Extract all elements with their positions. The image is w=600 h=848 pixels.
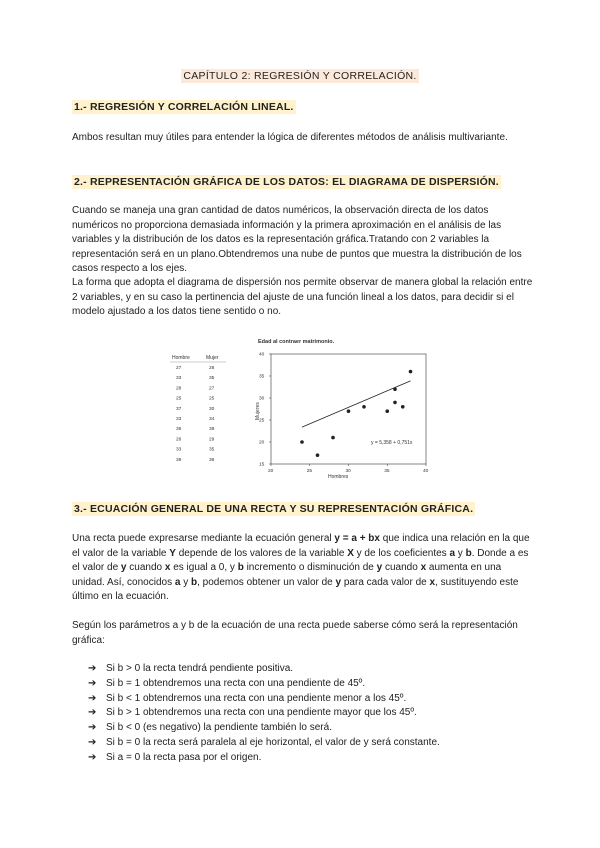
table-cell-hombre: 39 — [176, 457, 182, 463]
y-tick-label: 15 — [259, 462, 265, 468]
list-item: ➔ Si b = 0 la recta será paralela al eje horizontal, el valor de y será constante. — [88, 736, 440, 751]
x-axis-label: Hombres — [328, 474, 349, 478]
arrow-icon: ➔ — [88, 663, 97, 674]
scatter-point — [316, 453, 320, 457]
table-header-hombre: Hombre — [172, 355, 190, 361]
x-tick-label: 35 — [384, 469, 390, 474]
figure-title: Edad al contraer matrimonio. — [258, 339, 335, 345]
section-1-heading: 1.- REGRESIÓN Y CORRELACIÓN LINEAL. — [74, 101, 294, 113]
arrow-icon: ➔ — [88, 707, 97, 719]
arrow-icon: ➔ — [88, 722, 97, 734]
x-tick-label: 40 — [423, 469, 429, 474]
table-cell-hombre: 35 — [176, 427, 182, 433]
scatter-point — [393, 387, 397, 391]
table-cell-mujer: 29 — [209, 437, 215, 443]
section-3-paragraph-2: Según los parámetros a y b de la ecuación de una recta puede saberse cómo será la representación gráfica: — [72, 620, 518, 646]
section-2-paragraph-1: Cuando se maneja una gran cantidad de datos numéricos, la observación directa de los datos numéricos no proporciona demasiada información y la primera aproximación en el análisis de las variables y la distribución de los datos es la representación gráfica.Tratando con 2 variables la representación será en un plano.Obtendremos una nube de puntos que muestra la distribución de los casos respecto a los ejes. — [72, 205, 522, 274]
scatter-point — [347, 409, 351, 413]
list-item: ➔ Si b = 1 obtendremos una recta con una pendiente de 45º. — [88, 677, 440, 692]
list-item: ➔ Si b > 0 la recta tendrá pendiente positiva. — [88, 662, 440, 677]
arrow-icon: ➔ — [88, 736, 97, 748]
list-item: ➔ Si b > 1 obtendremos una recta con una pendiente mayor que los 45º. — [88, 706, 440, 721]
table-cell-mujer: 36 — [209, 457, 215, 463]
table-cell-hombre: 33 — [176, 376, 182, 382]
x-tick-label: 25 — [306, 469, 313, 474]
section-2-paragraph-2: La forma que adopta el diagrama de dispersión nos permite observar de manera global la relación entre 2 variables, y en su caso la pertinencia del ajuste de una función lineal a los datos, para decidir si el modelo ajustado a los datos tiene sentido o no. — [72, 277, 533, 317]
table-cell-hombre: 37 — [176, 406, 182, 412]
bullet-list — [88, 662, 440, 766]
table-cell-hombre: 28 — [176, 386, 182, 392]
table-cell-mujer: 35 — [209, 447, 215, 453]
x-tick-label: 30 — [345, 469, 351, 474]
list-item: ➔ Si b < 0 (es negativo) la pendiente también lo será. — [88, 721, 440, 736]
table-cell-mujer: 30 — [209, 406, 215, 412]
scatter-point — [362, 405, 366, 409]
scatter-point — [331, 436, 335, 440]
regression-equation: y = 5,358 + 0,751x — [371, 440, 413, 446]
table-header-mujer: Mujer — [206, 355, 219, 361]
table-cell-mujer: 34 — [209, 417, 215, 422]
table-cell-mujer: 38 — [209, 427, 215, 433]
table-cell-hombre: 27 — [176, 366, 182, 371]
scatter-figure — [168, 332, 430, 478]
table-cell-mujer: 35 — [209, 376, 215, 382]
section-3-paragraph-1: Una recta puede expresarse mediante la ecuación general y = a + bx que indica una relación en la que el valor de la variable Y depende de los valores de la variable X y de los coeficientes a y b. Donde a es el valor de y cuando x es igual a 0, y b incremento o disminución de y cuando x aumenta en una unidad. Así, conocidos a y b, podemos obtener un valor de y para cada valor de x, sustituyendo este último en la ecuación. — [72, 533, 530, 602]
y-tick-label: 30 — [259, 396, 265, 402]
y-tick-label: 40 — [259, 352, 265, 358]
scatter-point — [401, 405, 405, 409]
table-cell-mujer: 27 — [209, 386, 215, 392]
y-tick-label: 25 — [259, 418, 265, 424]
table-cell-hombre: 33 — [176, 447, 182, 453]
table-cell-hombre: 25 — [176, 396, 182, 402]
y-axis-label: Mujeres — [255, 402, 261, 420]
section-1-body: Ambos resultan muy útiles para entender la lógica de diferentes métodos de análisis multivariante. — [72, 132, 508, 143]
table-cell-hombre: 33 — [176, 417, 182, 422]
section-3-heading: 3.- ECUACIÓN GENERAL DE UNA RECTA Y SU REPRESENTACIÓN GRÁFICA. — [74, 503, 474, 515]
arrow-icon: ➔ — [88, 692, 97, 704]
x-tick-label: 20 — [268, 469, 274, 474]
y-tick-label: 20 — [259, 440, 265, 446]
scatter-point — [409, 370, 413, 374]
arrow-icon: ➔ — [88, 677, 97, 689]
arrow-icon: ➔ — [88, 751, 97, 763]
scatter-point — [393, 401, 397, 405]
table-cell-hombre: 26 — [176, 437, 182, 443]
y-tick-label: 35 — [259, 374, 265, 380]
section-2-heading: 2.- REPRESENTACIÓN GRÁFICA DE LOS DATOS: EL DIAGRAMA DE DISPERSIÓN. — [74, 176, 499, 188]
list-item: ➔ Si a = 0 la recta pasa por el origen. — [88, 751, 440, 766]
scatter-point — [300, 440, 304, 444]
chapter-title: CAPÍTULO 2: REGRESIÓN Y CORRELACIÓN. — [183, 70, 417, 82]
scatter-point — [385, 409, 389, 413]
equation-text: y = a + bx — [334, 533, 380, 544]
list-item: ➔ Si b < 1 obtendremos una recta con una pendiente menor a los 45º. — [88, 692, 440, 707]
table-cell-mujer: 28 — [209, 366, 215, 371]
table-cell-mujer: 25 — [209, 396, 215, 402]
